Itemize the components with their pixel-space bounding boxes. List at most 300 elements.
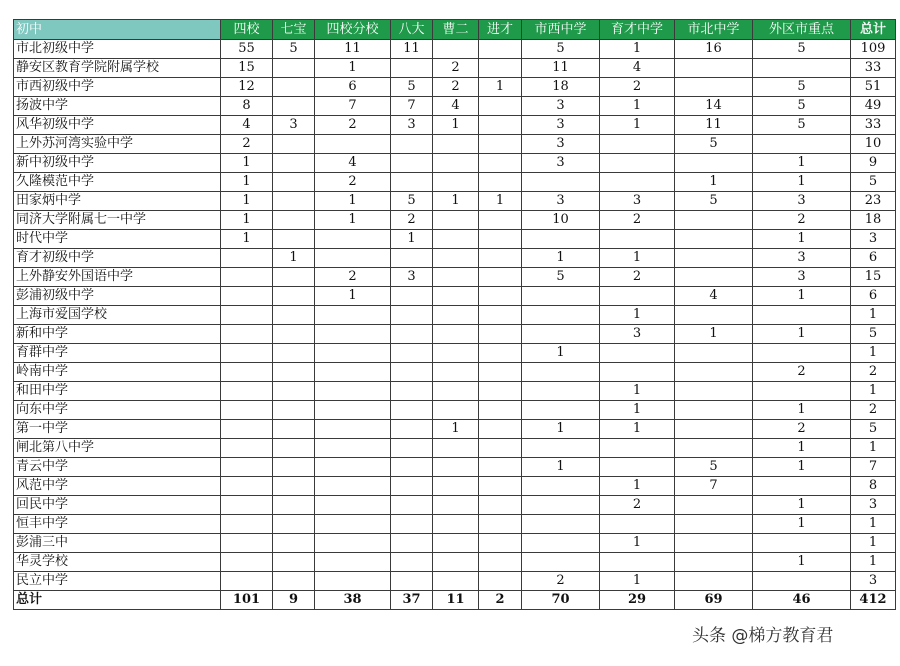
cell-yucai: 1 xyxy=(600,420,675,439)
cell-total: 5 xyxy=(851,173,896,192)
cell-other-district xyxy=(753,534,851,553)
cell-yucai: 1 xyxy=(600,401,675,420)
cell-jincai xyxy=(479,230,522,249)
cell-jincai xyxy=(479,59,522,78)
cell-bada xyxy=(391,173,433,192)
cell-shixi: 11 xyxy=(522,59,600,78)
cell-qibao: 1 xyxy=(273,249,315,268)
cell-caoer xyxy=(433,40,479,59)
cell-yucai: 2 xyxy=(600,496,675,515)
cell-school-name: 扬波中学 xyxy=(14,97,221,116)
cell-shibei: 5 xyxy=(675,458,753,477)
cell-caoer: 4 xyxy=(433,97,479,116)
cell-qibao xyxy=(273,97,315,116)
cell-sixiao-branch: 11 xyxy=(315,40,391,59)
table-row xyxy=(14,344,896,363)
cell-sixiao: 1 xyxy=(221,154,273,173)
cell-jincai xyxy=(479,325,522,344)
cell-sixiao xyxy=(221,553,273,572)
cell-other-district: 1 xyxy=(753,401,851,420)
cell-bada xyxy=(391,287,433,306)
cell-shibei xyxy=(675,363,753,382)
cell-jincai xyxy=(479,135,522,154)
cell-sixiao: 12 xyxy=(221,78,273,97)
cell-qibao xyxy=(273,306,315,325)
cell-other-district: 3 xyxy=(753,268,851,287)
cell-other-district: 2 xyxy=(753,363,851,382)
cell-total: 1 xyxy=(851,515,896,534)
cell-caoer xyxy=(433,534,479,553)
cell-shixi: 3 xyxy=(522,135,600,154)
cell-yucai: 29 xyxy=(600,591,675,610)
cell-shibei xyxy=(675,439,753,458)
cell-jincai xyxy=(479,363,522,382)
cell-sixiao-branch xyxy=(315,401,391,420)
cell-shibei xyxy=(675,59,753,78)
cell-jincai: 2 xyxy=(479,591,522,610)
header-shibei: 市北中学 xyxy=(675,20,753,40)
cell-school-name: 青云中学 xyxy=(14,458,221,477)
cell-school-name: 彭浦初级中学 xyxy=(14,287,221,306)
cell-shixi xyxy=(522,553,600,572)
cell-qibao xyxy=(273,268,315,287)
cell-yucai: 1 xyxy=(600,116,675,135)
cell-other-district: 5 xyxy=(753,116,851,135)
cell-yucai xyxy=(600,154,675,173)
header-row xyxy=(14,20,896,40)
cell-shibei: 5 xyxy=(675,135,753,154)
cell-shixi: 70 xyxy=(522,591,600,610)
cell-sixiao xyxy=(221,268,273,287)
cell-bada xyxy=(391,325,433,344)
cell-school-name: 向东中学 xyxy=(14,401,221,420)
cell-caoer xyxy=(433,515,479,534)
cell-school-name: 上外苏河湾实验中学 xyxy=(14,135,221,154)
cell-yucai: 1 xyxy=(600,97,675,116)
cell-sixiao-branch: 2 xyxy=(315,268,391,287)
cell-shibei xyxy=(675,420,753,439)
cell-sixiao xyxy=(221,325,273,344)
cell-sixiao: 101 xyxy=(221,591,273,610)
cell-caoer xyxy=(433,268,479,287)
cell-shixi: 3 xyxy=(522,154,600,173)
cell-total: 8 xyxy=(851,477,896,496)
cell-sixiao xyxy=(221,287,273,306)
cell-bada xyxy=(391,59,433,78)
cell-yucai xyxy=(600,439,675,458)
cell-sixiao-branch xyxy=(315,249,391,268)
cell-school-name: 闸北第八中学 xyxy=(14,439,221,458)
cell-other-district xyxy=(753,477,851,496)
cell-yucai: 1 xyxy=(600,40,675,59)
cell-yucai xyxy=(600,553,675,572)
table-row xyxy=(14,173,896,192)
cell-bada: 3 xyxy=(391,116,433,135)
cell-total: 2 xyxy=(851,363,896,382)
cell-school-name: 上外静安外国语中学 xyxy=(14,268,221,287)
cell-qibao xyxy=(273,287,315,306)
cell-jincai xyxy=(479,97,522,116)
cell-jincai: 1 xyxy=(479,192,522,211)
cell-total: 412 xyxy=(851,591,896,610)
cell-jincai xyxy=(479,477,522,496)
cell-shibei xyxy=(675,249,753,268)
cell-caoer xyxy=(433,135,479,154)
cell-sixiao: 1 xyxy=(221,192,273,211)
cell-shixi: 5 xyxy=(522,268,600,287)
cell-qibao xyxy=(273,572,315,591)
cell-other-district: 1 xyxy=(753,439,851,458)
cell-qibao: 3 xyxy=(273,116,315,135)
cell-bada xyxy=(391,496,433,515)
cell-other-district: 1 xyxy=(753,287,851,306)
cell-qibao xyxy=(273,496,315,515)
cell-sixiao xyxy=(221,363,273,382)
cell-caoer xyxy=(433,325,479,344)
cell-sixiao-branch xyxy=(315,135,391,154)
cell-yucai: 3 xyxy=(600,325,675,344)
header-qibao: 七宝 xyxy=(273,20,315,40)
cell-qibao xyxy=(273,325,315,344)
cell-qibao xyxy=(273,192,315,211)
cell-bada xyxy=(391,135,433,154)
cell-yucai: 1 xyxy=(600,306,675,325)
cell-total: 15 xyxy=(851,268,896,287)
cell-school-name: 岭南中学 xyxy=(14,363,221,382)
cell-other-district xyxy=(753,59,851,78)
cell-school-name: 第一中学 xyxy=(14,420,221,439)
cell-caoer xyxy=(433,211,479,230)
cell-jincai xyxy=(479,439,522,458)
cell-yucai: 2 xyxy=(600,211,675,230)
cell-total: 6 xyxy=(851,287,896,306)
table-row xyxy=(14,287,896,306)
cell-school-name: 田家炳中学 xyxy=(14,192,221,211)
cell-qibao xyxy=(273,458,315,477)
cell-sixiao-branch xyxy=(315,363,391,382)
cell-total: 51 xyxy=(851,78,896,97)
cell-shixi xyxy=(522,363,600,382)
cell-jincai xyxy=(479,40,522,59)
cell-shibei xyxy=(675,306,753,325)
cell-other-district: 1 xyxy=(753,515,851,534)
cell-total: 109 xyxy=(851,40,896,59)
header-shixi: 市西中学 xyxy=(522,20,600,40)
cell-total: 3 xyxy=(851,496,896,515)
cell-jincai xyxy=(479,249,522,268)
table-row xyxy=(14,477,896,496)
cell-jincai xyxy=(479,382,522,401)
cell-shixi: 3 xyxy=(522,192,600,211)
cell-caoer xyxy=(433,306,479,325)
cell-school-name: 久隆模范中学 xyxy=(14,173,221,192)
cell-sixiao xyxy=(221,572,273,591)
header-caoer: 曹二 xyxy=(433,20,479,40)
cell-shixi: 2 xyxy=(522,572,600,591)
cell-caoer: 1 xyxy=(433,192,479,211)
cell-yucai xyxy=(600,363,675,382)
cell-shixi: 10 xyxy=(522,211,600,230)
cell-sixiao xyxy=(221,496,273,515)
cell-bada: 5 xyxy=(391,192,433,211)
header-yucai: 育才中学 xyxy=(600,20,675,40)
cell-sixiao-branch: 1 xyxy=(315,211,391,230)
table-row xyxy=(14,192,896,211)
cell-sixiao-branch xyxy=(315,325,391,344)
cell-sixiao-branch xyxy=(315,477,391,496)
cell-sixiao xyxy=(221,439,273,458)
cell-qibao xyxy=(273,78,315,97)
cell-caoer xyxy=(433,553,479,572)
cell-sixiao-branch xyxy=(315,344,391,363)
cell-school-name: 市西初级中学 xyxy=(14,78,221,97)
cell-other-district: 5 xyxy=(753,97,851,116)
cell-shixi xyxy=(522,230,600,249)
cell-shixi xyxy=(522,477,600,496)
cell-school-name: 风范中学 xyxy=(14,477,221,496)
cell-qibao xyxy=(273,211,315,230)
cell-shibei: 14 xyxy=(675,97,753,116)
table-row xyxy=(14,249,896,268)
cell-bada xyxy=(391,553,433,572)
cell-sixiao-branch xyxy=(315,572,391,591)
cell-caoer xyxy=(433,154,479,173)
cell-school-name: 民立中学 xyxy=(14,572,221,591)
cell-shibei: 4 xyxy=(675,287,753,306)
table-row xyxy=(14,268,896,287)
cell-yucai: 2 xyxy=(600,268,675,287)
cell-total: 18 xyxy=(851,211,896,230)
cell-total: 5 xyxy=(851,325,896,344)
cell-school-name: 静安区教育学院附属学校 xyxy=(14,59,221,78)
cell-caoer xyxy=(433,173,479,192)
cell-sixiao-branch: 1 xyxy=(315,192,391,211)
cell-jincai xyxy=(479,534,522,553)
cell-qibao xyxy=(273,534,315,553)
cell-caoer xyxy=(433,382,479,401)
cell-bada: 5 xyxy=(391,78,433,97)
header-school: 初中 xyxy=(14,20,221,40)
cell-qibao xyxy=(273,363,315,382)
cell-bada xyxy=(391,458,433,477)
cell-sixiao xyxy=(221,534,273,553)
cell-total: 33 xyxy=(851,116,896,135)
cell-bada xyxy=(391,515,433,534)
cell-qibao xyxy=(273,59,315,78)
table-row xyxy=(14,40,896,59)
cell-total: 5 xyxy=(851,420,896,439)
table-row xyxy=(14,230,896,249)
cell-shibei: 69 xyxy=(675,591,753,610)
cell-jincai xyxy=(479,515,522,534)
cell-caoer xyxy=(433,458,479,477)
cell-other-district: 1 xyxy=(753,325,851,344)
cell-shixi: 1 xyxy=(522,458,600,477)
cell-sixiao-branch: 1 xyxy=(315,287,391,306)
cell-shixi xyxy=(522,515,600,534)
cell-shixi xyxy=(522,496,600,515)
cell-school-name: 同济大学附属七一中学 xyxy=(14,211,221,230)
cell-jincai xyxy=(479,173,522,192)
table-row xyxy=(14,515,896,534)
cell-total: 23 xyxy=(851,192,896,211)
cell-total: 3 xyxy=(851,230,896,249)
cell-shibei xyxy=(675,154,753,173)
table-row xyxy=(14,572,896,591)
cell-other-district: 1 xyxy=(753,458,851,477)
cell-total: 9 xyxy=(851,154,896,173)
cell-yucai: 1 xyxy=(600,382,675,401)
cell-shixi xyxy=(522,401,600,420)
cell-bada xyxy=(391,401,433,420)
cell-school-name: 风华初级中学 xyxy=(14,116,221,135)
cell-sixiao xyxy=(221,382,273,401)
cell-shibei xyxy=(675,553,753,572)
cell-qibao xyxy=(273,382,315,401)
header-other-district: 外区市重点 xyxy=(753,20,851,40)
cell-school-name: 回民中学 xyxy=(14,496,221,515)
cell-total: 1 xyxy=(851,439,896,458)
cell-school-name: 总计 xyxy=(14,591,221,610)
cell-sixiao xyxy=(221,401,273,420)
cell-bada xyxy=(391,382,433,401)
cell-sixiao xyxy=(221,458,273,477)
cell-shibei: 5 xyxy=(675,192,753,211)
cell-sixiao-branch xyxy=(315,382,391,401)
cell-bada: 1 xyxy=(391,230,433,249)
cell-total: 1 xyxy=(851,306,896,325)
cell-caoer: 1 xyxy=(433,420,479,439)
table-row xyxy=(14,211,896,230)
cell-bada xyxy=(391,344,433,363)
cell-shixi xyxy=(522,173,600,192)
cell-yucai: 1 xyxy=(600,477,675,496)
cell-sixiao: 55 xyxy=(221,40,273,59)
cell-yucai xyxy=(600,344,675,363)
cell-caoer xyxy=(433,477,479,496)
cell-shibei xyxy=(675,515,753,534)
cell-yucai: 1 xyxy=(600,572,675,591)
cell-yucai xyxy=(600,135,675,154)
cell-sixiao-branch: 2 xyxy=(315,116,391,135)
cell-other-district: 1 xyxy=(753,553,851,572)
cell-qibao: 5 xyxy=(273,40,315,59)
cell-yucai xyxy=(600,458,675,477)
cell-other-district: 3 xyxy=(753,192,851,211)
cell-total: 33 xyxy=(851,59,896,78)
cell-total: 1 xyxy=(851,344,896,363)
cell-total: 3 xyxy=(851,572,896,591)
table-row xyxy=(14,325,896,344)
cell-sixiao: 8 xyxy=(221,97,273,116)
table-row xyxy=(14,382,896,401)
cell-jincai xyxy=(479,420,522,439)
cell-other-district: 5 xyxy=(753,40,851,59)
cell-caoer xyxy=(433,344,479,363)
cell-sixiao-branch xyxy=(315,534,391,553)
cell-jincai xyxy=(479,344,522,363)
cell-sixiao: 15 xyxy=(221,59,273,78)
cell-sixiao-branch: 4 xyxy=(315,154,391,173)
cell-other-district: 2 xyxy=(753,420,851,439)
cell-school-name: 彭浦三中 xyxy=(14,534,221,553)
cell-sixiao-branch xyxy=(315,553,391,572)
cell-sixiao: 1 xyxy=(221,230,273,249)
cell-total: 10 xyxy=(851,135,896,154)
cell-shixi xyxy=(522,325,600,344)
cell-shibei: 11 xyxy=(675,116,753,135)
cell-total: 1 xyxy=(851,382,896,401)
cell-qibao: 9 xyxy=(273,591,315,610)
cell-jincai: 1 xyxy=(479,78,522,97)
cell-other-district: 1 xyxy=(753,496,851,515)
cell-yucai: 3 xyxy=(600,192,675,211)
cell-shixi xyxy=(522,382,600,401)
table-row xyxy=(14,306,896,325)
cell-bada xyxy=(391,420,433,439)
header-sixiao: 四校 xyxy=(221,20,273,40)
cell-shixi: 3 xyxy=(522,97,600,116)
header-total: 总计 xyxy=(851,20,896,40)
cell-yucai: 1 xyxy=(600,534,675,553)
cell-shixi: 3 xyxy=(522,116,600,135)
cell-school-name: 和田中学 xyxy=(14,382,221,401)
cell-bada xyxy=(391,477,433,496)
table-row xyxy=(14,534,896,553)
cell-sixiao xyxy=(221,420,273,439)
table-row xyxy=(14,59,896,78)
cell-sixiao: 1 xyxy=(221,173,273,192)
cell-other-district: 1 xyxy=(753,230,851,249)
cell-jincai xyxy=(479,116,522,135)
cell-shixi: 5 xyxy=(522,40,600,59)
cell-jincai xyxy=(479,496,522,515)
cell-other-district: 3 xyxy=(753,249,851,268)
cell-qibao xyxy=(273,439,315,458)
cell-shibei xyxy=(675,382,753,401)
cell-shixi xyxy=(522,287,600,306)
cell-school-name: 上海市爱国学校 xyxy=(14,306,221,325)
cell-caoer: 1 xyxy=(433,116,479,135)
cell-shibei xyxy=(675,401,753,420)
cell-school-name: 恒丰中学 xyxy=(14,515,221,534)
total-row xyxy=(14,591,896,610)
cell-qibao xyxy=(273,344,315,363)
cell-other-district: 5 xyxy=(753,78,851,97)
cell-bada xyxy=(391,363,433,382)
cell-shixi xyxy=(522,306,600,325)
cell-qibao xyxy=(273,154,315,173)
cell-jincai xyxy=(479,268,522,287)
cell-qibao xyxy=(273,477,315,496)
cell-yucai: 1 xyxy=(600,249,675,268)
cell-sixiao xyxy=(221,477,273,496)
cell-other-district: 46 xyxy=(753,591,851,610)
cell-jincai xyxy=(479,306,522,325)
cell-bada xyxy=(391,572,433,591)
cell-jincai xyxy=(479,287,522,306)
cell-qibao xyxy=(273,173,315,192)
cell-bada xyxy=(391,154,433,173)
cell-jincai xyxy=(479,553,522,572)
cell-yucai xyxy=(600,230,675,249)
cell-shixi: 1 xyxy=(522,249,600,268)
cell-qibao xyxy=(273,401,315,420)
cell-shibei xyxy=(675,268,753,287)
cell-caoer: 11 xyxy=(433,591,479,610)
table-row xyxy=(14,458,896,477)
cell-caoer: 2 xyxy=(433,59,479,78)
